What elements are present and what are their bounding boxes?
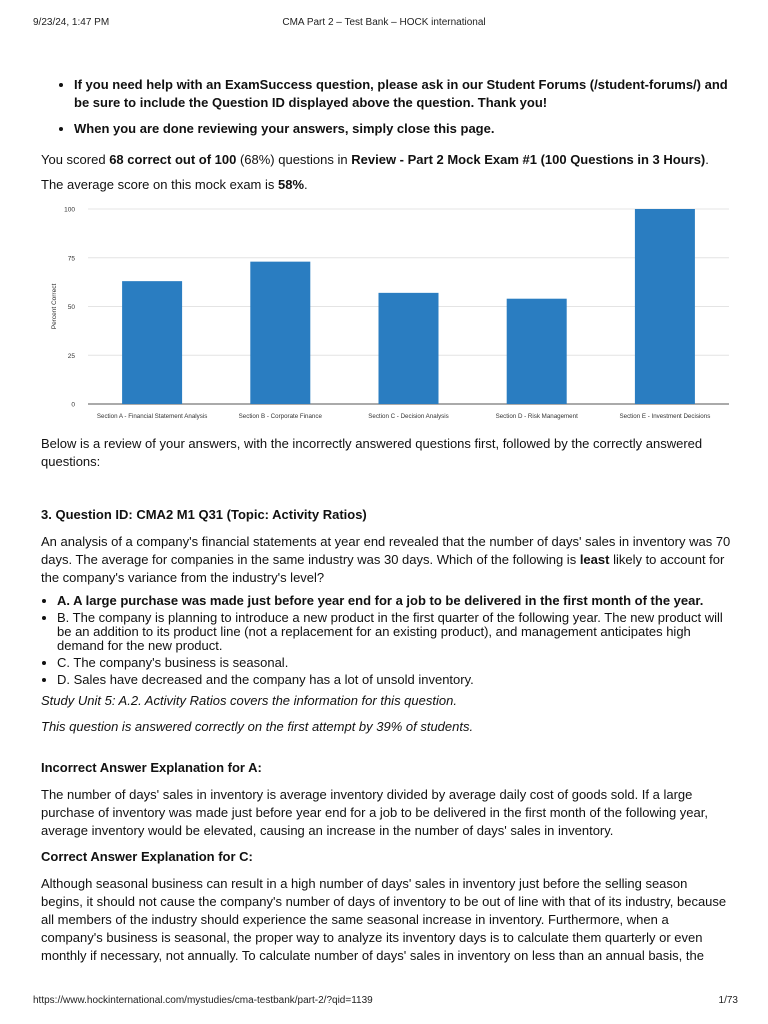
bar xyxy=(250,262,310,404)
correct-explanation-text: Although seasonal business can result in a high number of days' sales in inventory just before the selling season begins, it should not cause the company's number of days of inventory to be out of line with that of its industry, because all members of the industry should experience the same seasonal increase in inventory. Furthermore, when a company's business is seasonal, the proper way to analyze its inventory days is to calculate them quarterly or even monthly if necessary, not annually. To calculate number of days' sales in inventory on less than an annual basis, the xyxy=(41,876,727,963)
correct-explanation-heading: Correct Answer Explanation for C: xyxy=(41,849,253,864)
y-tick-label: 100 xyxy=(64,206,75,214)
y-tick-label: 75 xyxy=(67,255,75,263)
question-text-before: An analysis of a company's financial statements at year end revealed that the number of days' sales in inventory was 70 days. The average for companies in the same industry was 30 days. Which of the following is xyxy=(41,534,731,567)
average-suffix: . xyxy=(304,177,308,192)
x-tick-label: Section E - Investment Decisions xyxy=(619,413,711,420)
question-text-emphasis: least xyxy=(579,552,610,567)
question-text-after: likely to account for the company's variance from the industry's level? xyxy=(41,552,725,585)
answer-option-a: • A. A large purchase was made just before year end for a job to be delivered in the first month of the year. xyxy=(57,594,731,608)
average-prefix: The average score on this mock exam is xyxy=(41,177,278,192)
note-forum-help: • If you need help with an ExamSuccess question, please ask in our Student Forums (/student-forums/) and be sure to include the Question ID displayed above the question. Thank you! xyxy=(74,76,731,112)
review-intro: Below is a review of your answers, with the incorrectly answered questions first, followed by the correctly answered questions: xyxy=(41,436,703,469)
section-score-chart xyxy=(41,200,731,425)
chart-svg xyxy=(41,200,731,425)
y-axis-label: Percent Correct xyxy=(51,283,58,330)
print-page-number: 1/73 xyxy=(718,995,738,1006)
notes-list xyxy=(41,76,731,138)
page-content xyxy=(41,76,731,965)
average-score xyxy=(41,176,731,194)
bar xyxy=(122,281,182,404)
print-title: CMA Part 2 – Test Bank – HOCK international xyxy=(282,17,486,28)
score-prefix: You scored xyxy=(41,152,110,167)
answer-options xyxy=(41,594,731,687)
score-summary xyxy=(41,151,731,169)
x-tick-label: Section A - Financial Statement Analysis xyxy=(96,413,208,420)
exam-name: Review - Part 2 Mock Exam #1 (100 Questions in 3 Hours) xyxy=(351,152,706,167)
score-correct: 68 correct out of 100 xyxy=(109,152,237,167)
question-text xyxy=(41,533,731,587)
print-footer xyxy=(0,995,768,1009)
first-attempt-stat: This question is answered correctly on the first attempt by 39% of students. xyxy=(41,719,474,734)
incorrect-explanation-text: The number of days' sales in inventory is average inventory divided by average daily cost of goods sold. If a large purchase of inventory was made just before year end for a job to be delivered in the first month of the following year, average inventory would be elevated, causing an increase in the number of days' sales in inventory. xyxy=(41,787,708,838)
bar xyxy=(379,293,439,404)
bar xyxy=(635,209,695,404)
answer-option-b: • B. The company is planning to introduce a new product in the first quarter of the following year. The new product will be an addition to its product line (not a replacement for an existing product), and management anticipates high demand for the new product. xyxy=(57,611,731,653)
score-suffix: . xyxy=(705,152,709,167)
study-unit-note: Study Unit 5: A.2. Activity Ratios covers the information for this question. xyxy=(41,693,457,708)
answer-option-d: • D. Sales have decreased and the company has a lot of unsold inventory. xyxy=(57,673,731,687)
y-tick-label: 25 xyxy=(67,352,75,360)
y-tick-label: 50 xyxy=(67,304,75,311)
y-tick-label: 0 xyxy=(71,401,75,409)
bar xyxy=(507,299,567,404)
x-tick-label: Section D - Risk Management xyxy=(495,413,578,420)
print-datetime: 9/23/24, 1:47 PM xyxy=(33,17,110,28)
average-value: 58% xyxy=(278,177,305,192)
question-title: 3. Question ID: CMA2 M1 Q31 (Topic: Activity Ratios) xyxy=(41,507,367,522)
score-percent: (68%) questions in xyxy=(236,152,352,167)
print-url: https://www.hockinternational.com/mystudies/cma-testbank/part-2/?qid=1139 xyxy=(33,995,373,1006)
note-close-page: • When you are done reviewing your answers, simply close this page. xyxy=(74,120,731,138)
answer-option-c: • C. The company's business is seasonal. xyxy=(57,656,731,670)
incorrect-explanation-heading: Incorrect Answer Explanation for A: xyxy=(41,760,262,775)
print-header xyxy=(0,17,768,31)
x-tick-label: Section B - Corporate Finance xyxy=(238,413,322,420)
x-tick-label: Section C - Decision Analysis xyxy=(368,413,449,420)
